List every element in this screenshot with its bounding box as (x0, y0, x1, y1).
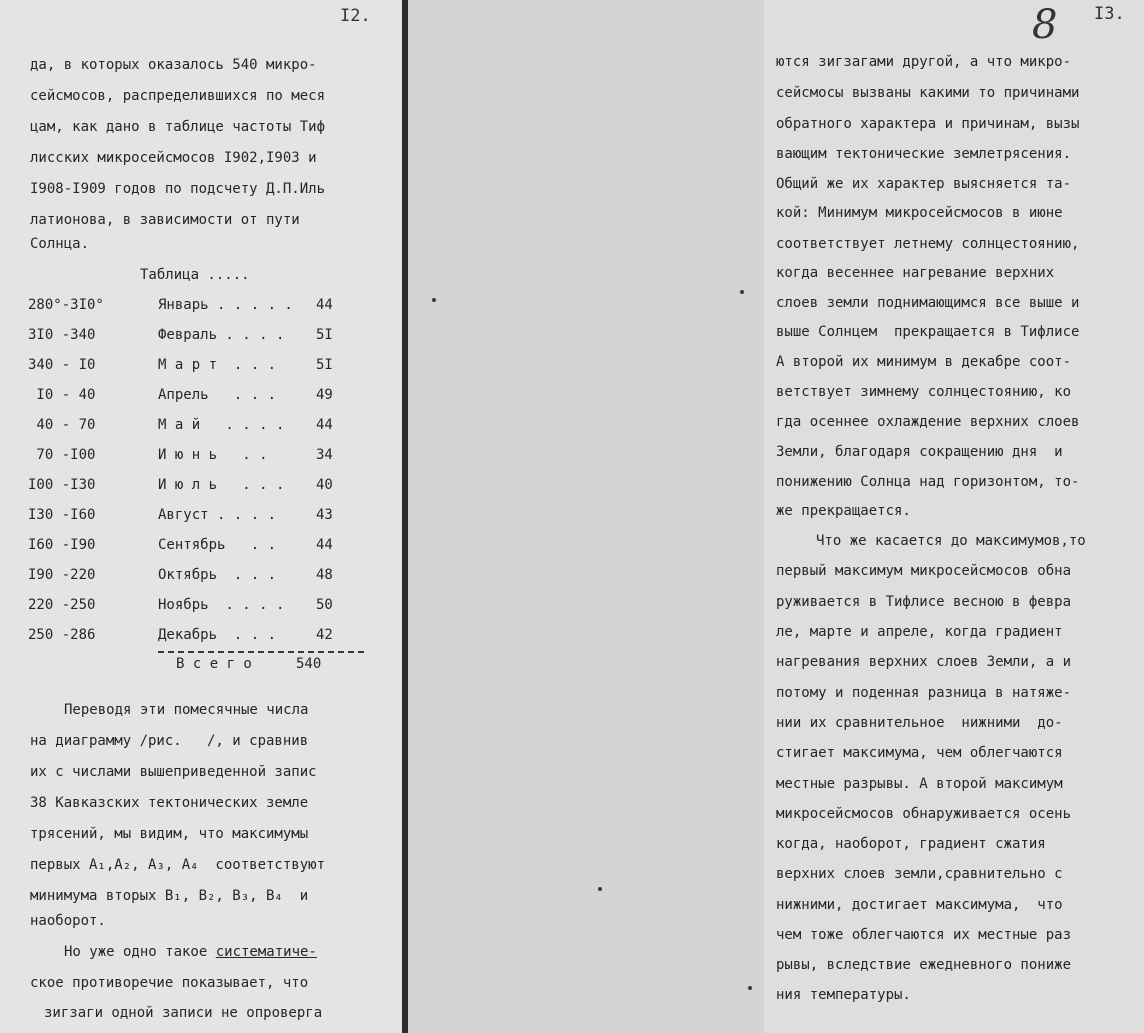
text-line: ле, марте и апреле, когда градиент (776, 624, 1063, 640)
total-label: В с е г о (176, 656, 252, 672)
text-line: потому и поденная разница в натяже- (776, 685, 1072, 701)
text-line: же прекращается. (776, 503, 911, 519)
text-run: Но уже одно такое (64, 944, 216, 960)
underlined-word: систематиче- (215, 944, 317, 960)
month-cell: И ю н ь . . (158, 447, 268, 463)
text-line: Солнца. (30, 236, 90, 252)
text-line: А второй их минимум в декабре соот- (776, 354, 1072, 370)
month-cell: Сентябрь . . (158, 537, 277, 553)
degrees-cell: 340 - I0 (28, 357, 96, 373)
degrees-cell: I0 - 40 (28, 387, 96, 403)
text-line: наоборот. (30, 913, 106, 929)
text-line: трясений, мы видим, что максимумы (30, 826, 309, 842)
count-cell: 44 (316, 297, 333, 313)
text-line: когда, наоборот, градиент сжатия (776, 836, 1046, 852)
text-line: нижними, достигает максимума, что (776, 897, 1063, 913)
month-cell: М а й . . . . (158, 417, 285, 433)
text-line: микросейсмосов обнаруживается осень (776, 806, 1072, 822)
left-page (0, 0, 402, 1033)
text-line: стигает максимума, чем облегчаются (776, 745, 1063, 761)
count-cell: 44 (316, 417, 333, 433)
text-line: местные разрывы. А второй максимум (776, 776, 1063, 792)
count-cell: 42 (316, 627, 333, 643)
month-cell: Август . . . . (158, 507, 277, 523)
text-line: первых A₁,A₂, A₃, A₄ соответствуют (30, 857, 326, 873)
text-line: нии их сравнительное нижними до- (776, 715, 1063, 731)
degrees-cell: 250 -286 (28, 627, 96, 643)
text-line: на диаграмму /рис. /, и сравнив (30, 733, 309, 749)
month-cell: И ю л ь . . . (158, 477, 285, 493)
speck (748, 986, 752, 990)
text-line: соответствует летнему солнцестоянию, (776, 236, 1080, 252)
degrees-cell: 280°-3I0° (28, 297, 104, 313)
degrees-cell: 3I0 -340 (28, 327, 96, 343)
count-cell: 48 (316, 567, 333, 583)
text-line: Переводя эти помесячные числа (64, 702, 309, 718)
month-cell: Ноябрь . . . . (158, 597, 285, 613)
folio-mark: 8 (1032, 2, 1058, 48)
text-line: ское противоречие показывает, что (30, 975, 309, 991)
right-page (764, 0, 1144, 1033)
count-cell: 40 (316, 477, 333, 493)
text-line: гда осеннее охлаждение верхних слоев (776, 414, 1080, 430)
text-line: когда весеннее нагревание верхних (776, 265, 1055, 281)
degrees-cell: I60 -I90 (28, 537, 96, 553)
month-cell: Декабрь . . . (158, 627, 277, 643)
degrees-cell: 40 - 70 (28, 417, 96, 433)
text-line: Земли, благодаря сокращению дня и (776, 444, 1063, 460)
text-line: слоев земли поднимающимся все выше и (776, 295, 1080, 311)
text-line: рывы, вследствие ежедневного пониже (776, 957, 1072, 973)
text-line: зигзаги одной записи не опроверга (44, 1005, 323, 1021)
speck (740, 290, 744, 294)
count-cell: 43 (316, 507, 333, 523)
degrees-cell: 220 -250 (28, 597, 96, 613)
degrees-cell: I30 -I60 (28, 507, 96, 523)
blank-reverse-page (408, 0, 764, 1033)
text-line: руживается в Тифлисе весною в февра (776, 594, 1072, 610)
text-line: обратного характера и причинам, вызы (776, 116, 1080, 132)
text-line: нагревания верхних слоев Земли, а и (776, 654, 1072, 670)
text-line: I908-I909 годов по подсчету Д.П.Иль (30, 181, 326, 197)
month-cell: Апрель . . . (158, 387, 277, 403)
text-line: сейсмосов, распределившихся по меся (30, 88, 326, 104)
text-line: понижению Солнца над горизонтом, то- (776, 474, 1080, 490)
speck (598, 887, 602, 891)
count-cell: 5I (316, 327, 333, 343)
text-line: ния температуры. (776, 987, 911, 1003)
text-line: выше Солнцем прекращается в Тифлисе (776, 324, 1080, 340)
text-line: ветствует зимнему солнцестоянию, ко (776, 384, 1072, 400)
count-cell: 49 (316, 387, 333, 403)
text-line: кой: Минимум микросейсмосов в июне (776, 205, 1063, 221)
text-line: да, в которых оказалось 540 микро- (30, 57, 317, 73)
month-cell: Февраль . . . . (158, 327, 285, 343)
total-rule (158, 651, 364, 653)
text-line: Что же касается до максимумов,то (816, 533, 1086, 549)
count-cell: 44 (316, 537, 333, 553)
text-line: минимума вторых B₁, B₂, B₃, B₄ и (30, 888, 309, 904)
degrees-cell: I00 -I30 (28, 477, 96, 493)
degrees-cell: 70 -I00 (28, 447, 96, 463)
text-line: ются зигзагами другой, а что микро- (776, 54, 1072, 70)
text-line: первый максимум микросейсмосов обна (776, 563, 1072, 579)
count-cell: 34 (316, 447, 333, 463)
text-line: их с числами вышеприведенной запис (30, 764, 317, 780)
speck (432, 298, 436, 302)
page-number-right: I3. (1094, 4, 1125, 24)
table-title: Таблица ..... (140, 267, 250, 283)
text-line: цам, как дано в таблице частоты Тиф (30, 119, 326, 135)
month-cell: Октябрь . . . (158, 567, 277, 583)
page-number-left: I2. (340, 6, 371, 26)
text-line: верхних слоев земли,сравнительно с (776, 866, 1063, 882)
count-cell: 5I (316, 357, 333, 373)
text-line (64, 945, 317, 959)
text-line: вающим тектонические землетрясения. (776, 146, 1072, 162)
text-line: латионова, в зависимости от пути (30, 212, 300, 228)
total-value: 540 (296, 656, 322, 672)
count-cell: 50 (316, 597, 333, 613)
text-line: лисских микросейсмосов I902,I903 и (30, 150, 317, 166)
text-line: 38 Кавказских тектонических земле (30, 795, 309, 811)
month-cell: М а р т . . . (158, 357, 277, 373)
text-line: Общий же их характер выясняется та- (776, 176, 1072, 192)
month-cell: Январь . . . . . (158, 297, 293, 313)
degrees-cell: I90 -220 (28, 567, 96, 583)
text-line: чем тоже облегчаются их местные раз (776, 927, 1072, 943)
text-line: сейсмосы вызваны какими то причинами (776, 85, 1080, 101)
